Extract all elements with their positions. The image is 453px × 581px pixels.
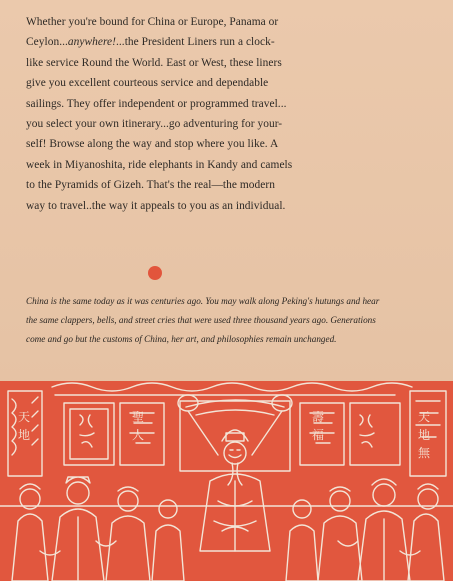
scroll-glyph: 人 (132, 428, 145, 442)
caption-line: China is the same today as it was centuries ago. You may walk along Peking's hutungs and hear (26, 296, 380, 306)
chinese-court-illustration (0, 381, 453, 581)
body-line: you select your own itinerary...go adventuring for your- (26, 118, 283, 131)
body-line: self! Browse along the way and stop where you like. A (26, 138, 279, 151)
body-line: like service Round the World. East or West, these liners (26, 56, 282, 69)
illustration-svg (0, 381, 453, 581)
scroll-frame-left (64, 403, 114, 465)
caption-paragraph (26, 292, 430, 349)
text-fragment: Ceylon... (26, 36, 68, 49)
caption-line: come and go but the customs of China, her art, and philosophies remain unchanged. (26, 334, 337, 344)
body-line: way to travel..the way it appeals to you as an individual. (26, 199, 286, 212)
body-line: to the Pyramids of Gizeh. That's the real—the modern (26, 179, 275, 192)
text-fragment: ...the President Liners run a clock- (116, 36, 275, 49)
body-line (26, 32, 428, 52)
emphasis-anywhere: anywhere! (67, 36, 117, 49)
scroll-glyph: 天 (18, 410, 31, 424)
body-paragraph (26, 12, 428, 216)
body-line: week in Miyanoshita, ride elephants in Kandy and camels (26, 158, 293, 171)
scroll-glyph: 福 (312, 428, 325, 442)
caption-line: the same clappers, bells, and street cries that were used three thousand years ago. Generations (26, 315, 376, 325)
scroll-glyph: 壽 (312, 410, 325, 424)
scroll-glyph: 地 (418, 428, 431, 442)
scroll-glyph: 無 (418, 446, 431, 460)
body-line: Whether you're bound for China or Europe, Panama or (26, 16, 279, 28)
scroll-frame-right-2 (350, 403, 400, 465)
scroll-glyph: 地 (18, 428, 31, 442)
body-line: give you excellent courteous service and dependable (26, 77, 269, 90)
red-dot-ornament (148, 266, 162, 280)
throne-canopy (180, 401, 290, 471)
scroll-glyph: 天 (418, 410, 431, 424)
scroll-glyph: 聖 (132, 410, 145, 424)
body-line: sailings. They offer independent or programmed travel... (26, 97, 287, 110)
